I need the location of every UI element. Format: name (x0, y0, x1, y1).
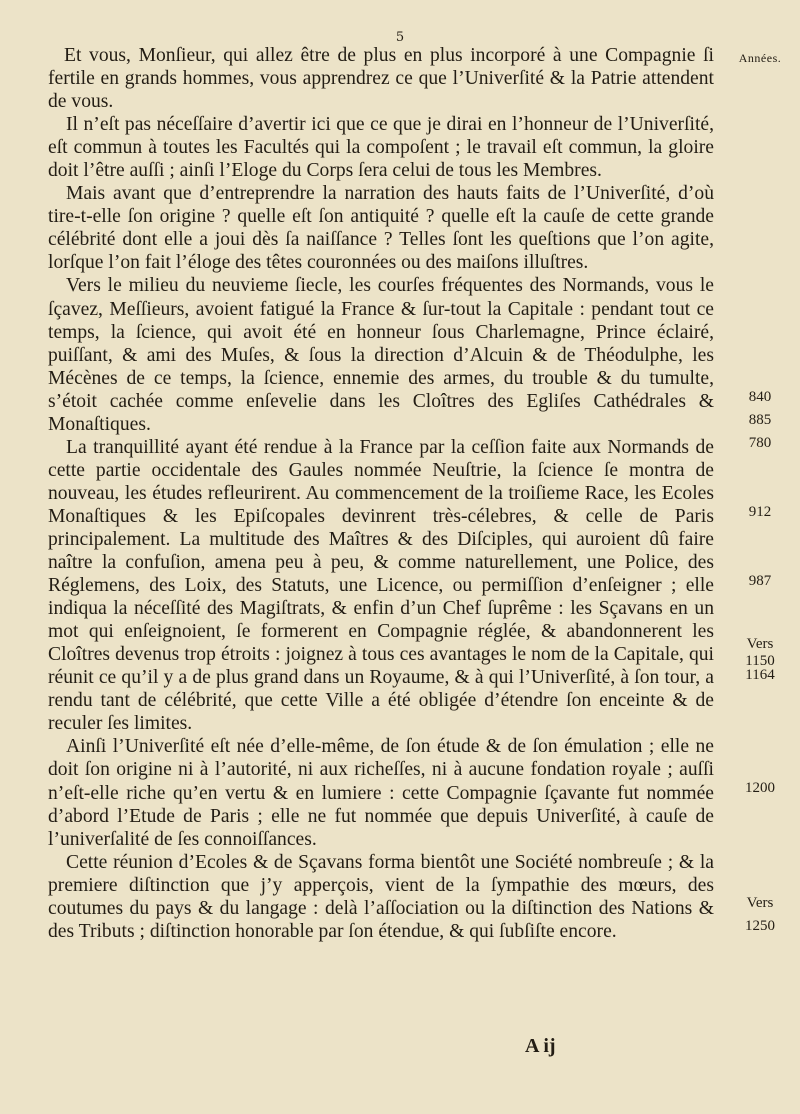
margin-year-1250: 1250 (745, 918, 775, 934)
paragraph-4: Vers le milieu du neuvieme ſiecle, les courſes fréquentes des Normands, vous le ſçavez, Meſſieurs, avoient fatigué la France & ſur-tout la Capitale : pendant tout ce temps, la ſcience, qui avoit été en honneur ſous Charlemagne, Prince éclairé, puiſſant, & ami des Muſes, & ſous la direction d’Alcuin & de Théodulphe, les Mécènes de ce temps, la ſcience, ennemie des armes, du trouble & du tumulte, s’étoit cachée comme enſevelie dans les Cloîtres des Egliſes Cathédrales & Monaſtiques. (48, 275, 714, 435)
signature-mark: A ij (525, 1035, 556, 1057)
paragraph-5: La tranquillité ayant été rendue à la France par la ceſſion faite aux Normands de cette partie occidentale des Gaules nommée Neuſtrie, la ſcience ſe montra de nouveau, les études refleurirent. Au commencement de la troiſieme Race, les Ecoles Monaſtiques & les Epiſcopales devinrent très-célebres, & celle de Paris principalement. La multitude des Maîtres & des Diſciples, qui auroient dû faire naître la confuſion, amena peu à peu, & comme naturellement, une Police, des Réglemens, des Loix, des Statuts, une Licence, ou permiſſion d’enſeigner ; elle indiqua la néceſſité des Magiſtrats, & enfin d’un Chef ſuprême : les Sçavans en un mot qui enſeignoient, ſe formerent en Compagnie réglée, & abandonnerent les Cloîtres devenus trop étroits : joignez à tous ces avantages le nom de la Capitale, qui réunit ce qu’il y a de plus grand dans un Royaume, & à qui l’Univerſité, à ſon tour, a rendu tant de célébrité, que cette Ville a été obligée d’étendre ſon enceinte & de reculer ſes limites. (48, 436, 714, 735)
body-text (48, 44, 714, 943)
paragraph-3: Mais avant que d’entreprendre la narration des hauts faits de l’Univerſité, d’où tire-t-elle ſon origine ? quelle eſt ſon antiquité ? quelle eſt la cauſe de cette grande célébrité dont elle a joui dès ſa naiſſance ? Telles ſont les queſtions que l’on agite, lorſque l’on fait l’éloge des têtes couronnées ou des maiſons illuſtres. (48, 183, 714, 274)
margin-vers-2: Vers (746, 895, 774, 911)
paragraph-6: Ainſi l’Univerſité eſt née d’elle-même, de ſon étude & de ſon émulation ; elle ne doit ſon origine ni à l’autorité, ni aux richeſſes, ni à aucune fondation royale ; auſſi n’eſt-elle riche qu’en vertu & en lumiere : cette Compagnie ſçavante fut nommée d’abord l’Etude de Paris ; elle ne fut nommée que depuis Univerſité, à cauſe de l’univerſalité de ſes connoiſſances. (48, 736, 714, 850)
margin-year-780: 780 (748, 435, 772, 451)
margin-year-885: 885 (748, 412, 772, 428)
margin-year-987: 987 (748, 573, 772, 589)
paragraph-7: Cette réunion d’Ecoles & de Sçavans forma bientôt une Société nombreuſe ; & la premiere diſtinction que j’y apperçois, vient de la ſympathie des mœurs, des coutumes du pays & du langage : delà l’aſſociation ou la diſtinction des Nations & des Tributs ; diſtinction honorable par ſon étendue, & qui ſubſiſte encore. (48, 851, 714, 942)
margin-year-1164: 1164 (745, 667, 775, 683)
margin-year-840: 840 (748, 389, 772, 405)
margin-year-1200: 1200 (745, 780, 775, 796)
margin-vers-1: Vers (746, 636, 774, 652)
margin-year-1150: 1150 (745, 653, 775, 669)
page-number: 5 (395, 30, 405, 45)
paragraph-2: Il n’eſt pas néceſſaire d’avertir ici que ce que je dirai en l’honneur de l’Univerſité, eſt commun à toutes les Facultés qui la compoſent ; le travail eſt commun, la gloire doit l’être auſſi ; ainſi l’Eloge du Corps ſera celui de tous les Membres. (48, 114, 714, 182)
paragraph-1: Et vous, Monſieur, qui allez être de plus en plus incorporé à une Compagnie ſi fertile en grands hommes, vous apprendrez ce que l’Univerſité & la Patrie attendent de vous. (48, 45, 714, 113)
margin-year-912: 912 (748, 504, 772, 520)
margin-heading-annees: Années. (738, 51, 782, 65)
